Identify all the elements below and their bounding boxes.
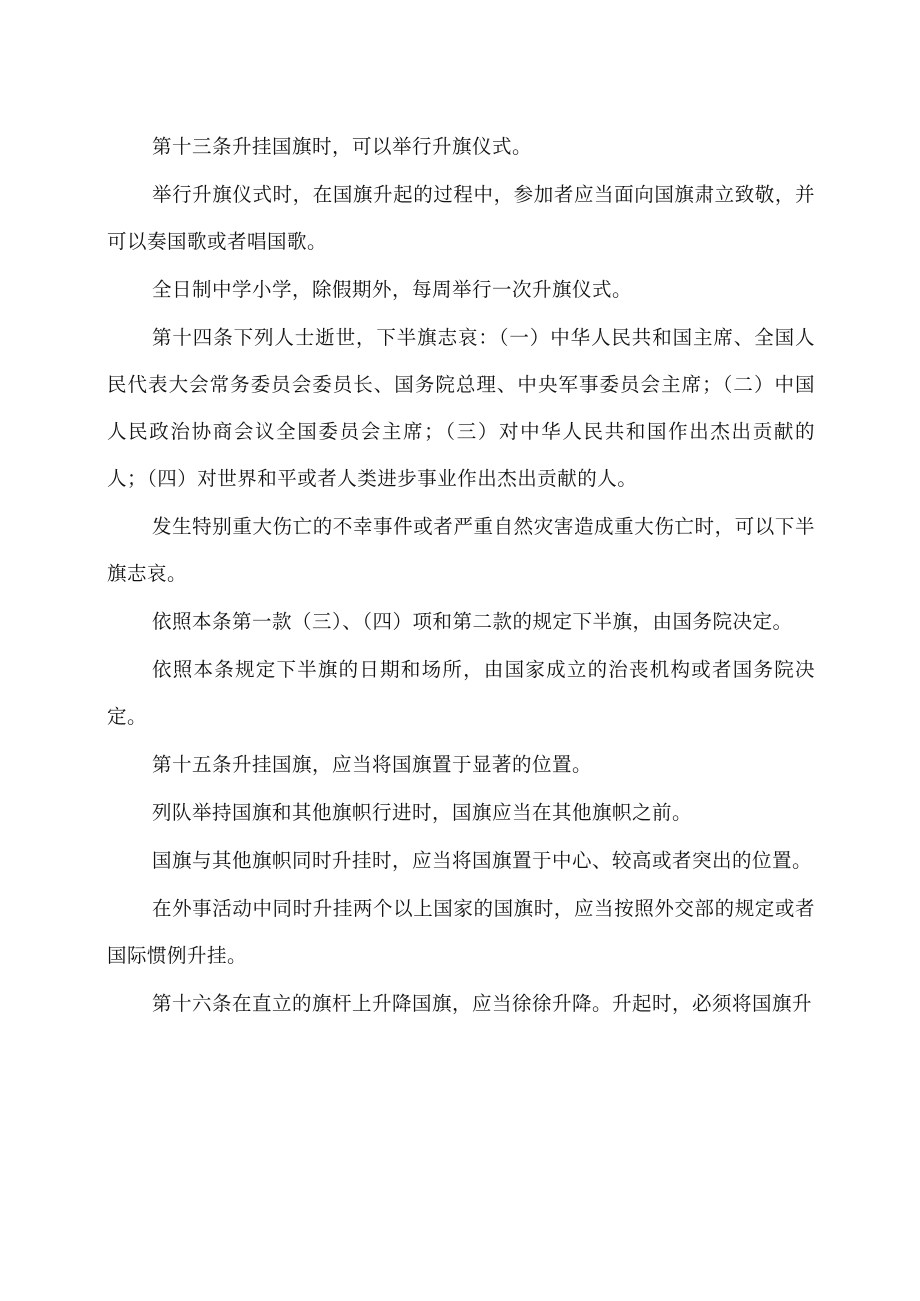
- paragraph-article-15: 第十五条升挂国旗，应当将国旗置于显著的位置。: [152, 753, 593, 776]
- paragraph-date-and-place: 依照本条规定下半旗的日期和场所，由国家成立的治丧机构或者国务院决定。: [107, 658, 815, 728]
- paragraph-disaster-mourning: 发生特别重大伤亡的不幸事件或者严重自然灾害造成重大伤亡时，可以下半旗志哀。: [107, 515, 815, 585]
- document-body: [107, 123, 815, 1028]
- paragraph-article-16: 第十六条在直立的旗杆上升降国旗，应当徐徐升降。升起时，必须将国旗升: [152, 992, 813, 1015]
- paragraph-ceremony-salute: 举行升旗仪式时，在国旗升起的过程中，参加者应当面向国旗肃立致敬，并可以奏国歌或者唱国歌。: [107, 183, 815, 253]
- paragraph-foreign-affairs: 在外事活动中同时升挂两个以上国家的国旗时，应当按照外交部的规定或者国际惯例升挂。: [107, 897, 815, 967]
- paragraph-school-weekly: 全日制中学小学，除假期外，每周举行一次升旗仪式。: [152, 278, 633, 301]
- paragraph-state-council-decision: 依照本条第一款（三）、（四）项和第二款的规定下半旗，由国务院决定。: [152, 610, 793, 633]
- paragraph-procession: 列队举持国旗和其他旗帜行进时，国旗应当在其他旗帜之前。: [152, 801, 693, 824]
- paragraph-article-13: 第十三条升挂国旗时，可以举行升旗仪式。: [152, 135, 533, 158]
- paragraph-article-14: 第十四条下列人士逝世，下半旗志哀：（一）中华人民共和国主席、全国人民代表大会常务委员会委员长、国务院总理、中央军事委员会主席；（二）中国人民政治协商会议全国委员会主席；（三）对中华人民共和国作出杰出贡献的人；（四）对世界和平或者人类进步事业作出杰出贡献的人。: [107, 326, 815, 490]
- paragraph-with-other-flags: 国旗与其他旗帜同时升挂时，应当将国旗置于中心、较高或者突出的位置。: [152, 849, 813, 872]
